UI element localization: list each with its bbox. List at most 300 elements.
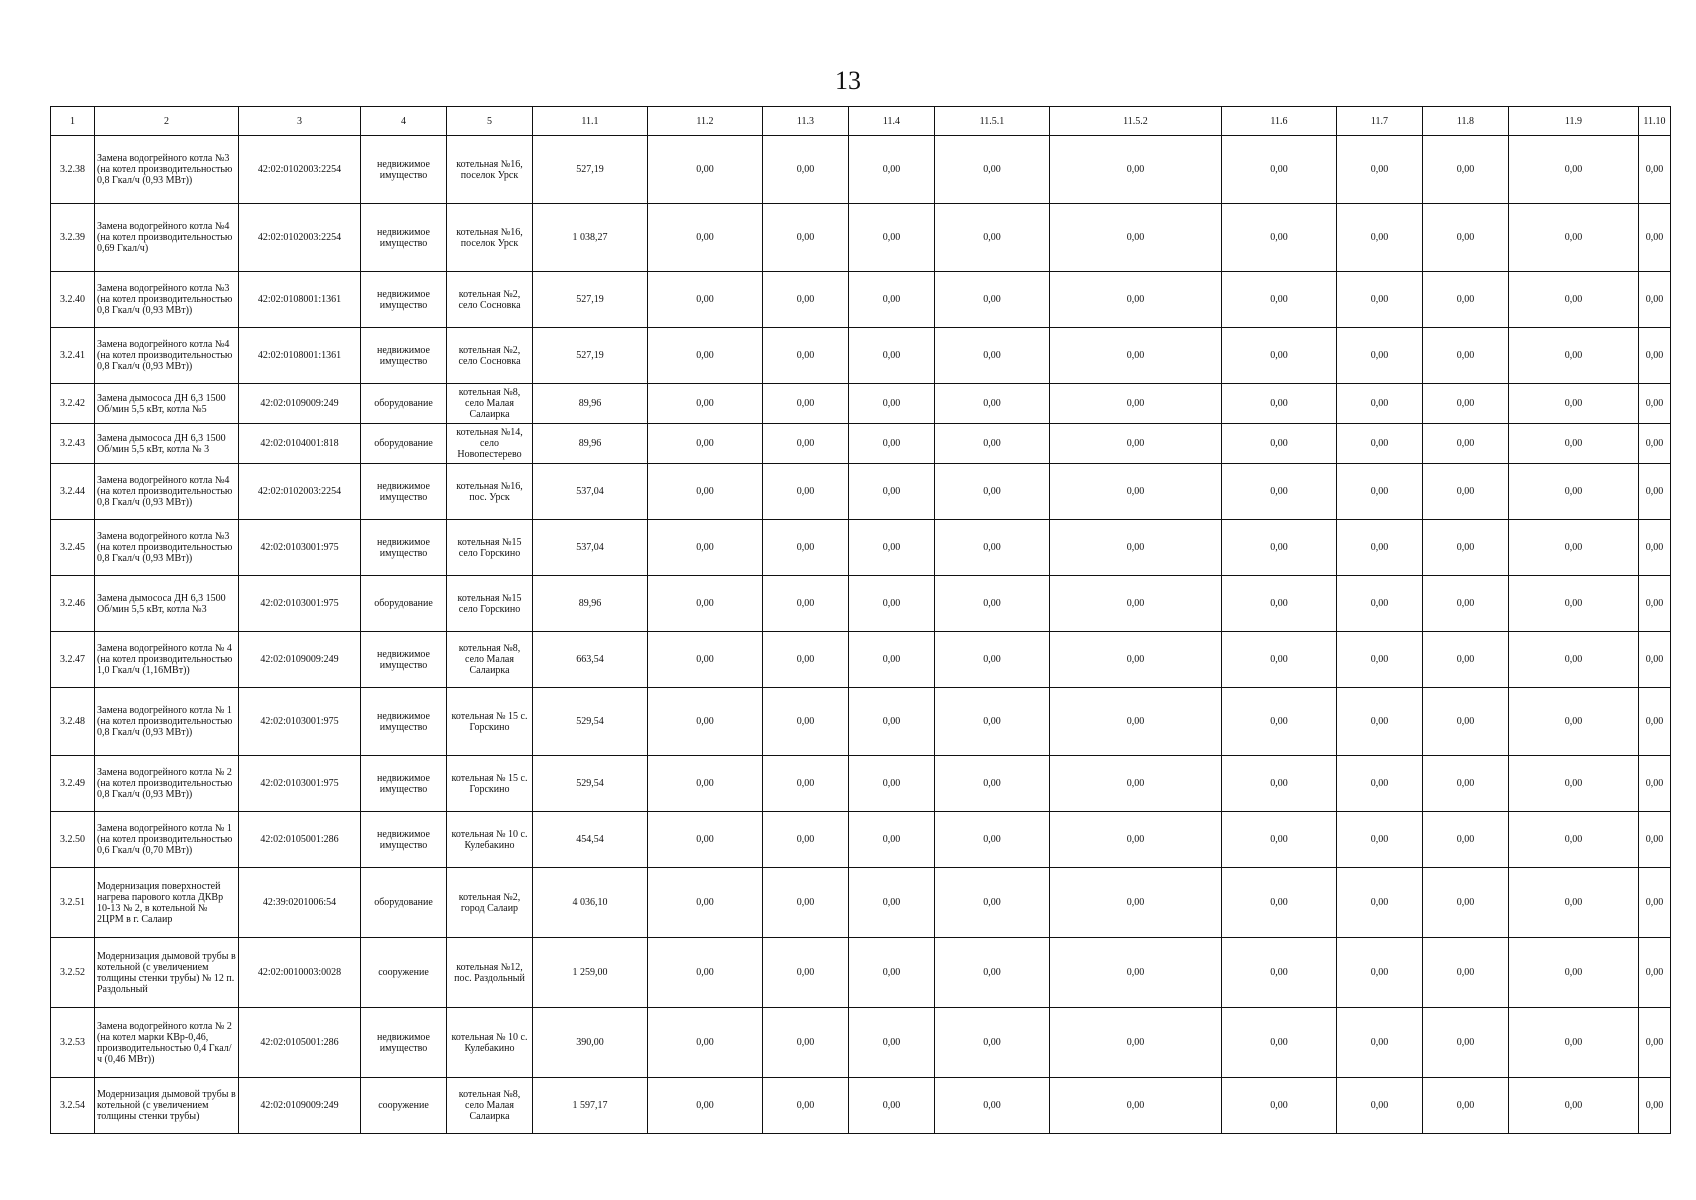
table-row <box>51 464 1671 520</box>
value-cell: 0,00 <box>935 1008 1050 1078</box>
value-cell: 1 597,17 <box>533 1078 648 1134</box>
location-cell: котельная №12, пос. Раздольный <box>447 938 533 1008</box>
cadastral-number-cell: 42:02:0109009:249 <box>239 632 361 688</box>
value-cell: 0,00 <box>1050 464 1222 520</box>
value-cell: 0,00 <box>1337 520 1423 576</box>
value-cell: 0,00 <box>763 1008 849 1078</box>
description-cell: Замена дымососа ДН 6,3 1500 Об/мин 5,5 кВт, котла №5 <box>95 384 239 424</box>
value-cell: 0,00 <box>849 464 935 520</box>
page-number: 13 <box>835 66 861 95</box>
value-cell: 527,19 <box>533 328 648 384</box>
value-cell: 0,00 <box>1639 136 1671 204</box>
value-cell: 0,00 <box>763 520 849 576</box>
value-cell: 0,00 <box>1423 756 1509 812</box>
value-cell: 0,00 <box>935 136 1050 204</box>
value-cell: 4 036,10 <box>533 868 648 938</box>
value-cell: 0,00 <box>935 868 1050 938</box>
row-number-cell: 3.2.52 <box>51 938 95 1008</box>
value-cell: 0,00 <box>1050 520 1222 576</box>
value-cell: 0,00 <box>1509 868 1639 938</box>
column-header: 11.8 <box>1423 107 1509 136</box>
value-cell: 0,00 <box>648 938 763 1008</box>
value-cell: 0,00 <box>849 272 935 328</box>
description-cell: Модернизация дымовой трубы в котельной (с увеличением толщины стенки трубы) № 12 п. Раздольный <box>95 938 239 1008</box>
value-cell: 0,00 <box>763 688 849 756</box>
location-cell: котельная № 15 с. Горскино <box>447 688 533 756</box>
value-cell: 0,00 <box>648 204 763 272</box>
property-type-cell: оборудование <box>361 384 447 424</box>
table-row <box>51 756 1671 812</box>
value-cell: 0,00 <box>1222 756 1337 812</box>
value-cell: 0,00 <box>935 688 1050 756</box>
value-cell: 0,00 <box>1050 328 1222 384</box>
value-cell: 0,00 <box>763 272 849 328</box>
value-cell: 0,00 <box>648 632 763 688</box>
cadastral-number-cell: 42:02:0108001:1361 <box>239 328 361 384</box>
description-cell: Замена водогрейного котла №3 (на котел производительностью 0,8 Гкал/ч (0,93 МВт)) <box>95 136 239 204</box>
value-cell: 0,00 <box>935 756 1050 812</box>
value-cell: 0,00 <box>1337 204 1423 272</box>
row-number-cell: 3.2.51 <box>51 868 95 938</box>
location-cell: котельная №2, село Сосновка <box>447 328 533 384</box>
value-cell: 0,00 <box>849 520 935 576</box>
value-cell: 0,00 <box>1639 520 1671 576</box>
header-row <box>51 107 1671 136</box>
description-cell: Замена водогрейного котла №4 (на котел производительностью 0,8 Гкал/ч (0,93 МВт)) <box>95 328 239 384</box>
value-cell: 0,00 <box>849 576 935 632</box>
value-cell: 0,00 <box>1222 464 1337 520</box>
value-cell: 537,04 <box>533 520 648 576</box>
value-cell: 0,00 <box>935 812 1050 868</box>
value-cell: 0,00 <box>1639 688 1671 756</box>
table-row <box>51 328 1671 384</box>
column-header: 11.1 <box>533 107 648 136</box>
value-cell: 0,00 <box>1423 464 1509 520</box>
value-cell: 0,00 <box>1337 938 1423 1008</box>
cadastral-number-cell: 42:02:0010003:0028 <box>239 938 361 1008</box>
value-cell: 0,00 <box>1050 384 1222 424</box>
table-row <box>51 520 1671 576</box>
column-header: 1 <box>51 107 95 136</box>
column-header: 11.6 <box>1222 107 1337 136</box>
value-cell: 0,00 <box>849 812 935 868</box>
value-cell: 0,00 <box>935 272 1050 328</box>
value-cell: 0,00 <box>1222 938 1337 1008</box>
value-cell: 0,00 <box>849 136 935 204</box>
table-row <box>51 576 1671 632</box>
description-cell: Замена водогрейного котла № 4 (на котел производительностью 1,0 Гкал/ч (1,16МВт)) <box>95 632 239 688</box>
value-cell: 527,19 <box>533 272 648 328</box>
value-cell: 0,00 <box>1337 812 1423 868</box>
value-cell: 0,00 <box>935 328 1050 384</box>
value-cell: 0,00 <box>648 424 763 464</box>
value-cell: 0,00 <box>935 384 1050 424</box>
property-type-cell: недвижимое имущество <box>361 756 447 812</box>
value-cell: 537,04 <box>533 464 648 520</box>
column-header: 2 <box>95 107 239 136</box>
column-header: 11.9 <box>1509 107 1639 136</box>
value-cell: 0,00 <box>648 812 763 868</box>
value-cell: 0,00 <box>1423 328 1509 384</box>
cadastral-number-cell: 42:02:0109009:249 <box>239 384 361 424</box>
value-cell: 0,00 <box>849 1008 935 1078</box>
value-cell: 0,00 <box>648 272 763 328</box>
row-number-cell: 3.2.53 <box>51 1008 95 1078</box>
value-cell: 0,00 <box>849 1078 935 1134</box>
value-cell: 0,00 <box>1050 272 1222 328</box>
value-cell: 0,00 <box>1050 632 1222 688</box>
row-number-cell: 3.2.41 <box>51 328 95 384</box>
location-cell: котельная №15 село Горскино <box>447 520 533 576</box>
value-cell: 0,00 <box>849 328 935 384</box>
description-cell: Модернизация поверхностей нагрева парового котла ДКВр 10-13 № 2, в котельной № 2ЦРМ в г. Салаир <box>95 868 239 938</box>
property-type-cell: сооружение <box>361 1078 447 1134</box>
value-cell: 0,00 <box>1639 204 1671 272</box>
row-number-cell: 3.2.39 <box>51 204 95 272</box>
location-cell: котельная №16, пос. Урск <box>447 464 533 520</box>
value-cell: 0,00 <box>1222 576 1337 632</box>
table-row <box>51 688 1671 756</box>
value-cell: 0,00 <box>1222 424 1337 464</box>
location-cell: котельная № 10 с. Кулебакино <box>447 1008 533 1078</box>
row-number-cell: 3.2.44 <box>51 464 95 520</box>
property-type-cell: недвижимое имущество <box>361 1008 447 1078</box>
value-cell: 0,00 <box>849 938 935 1008</box>
table-body <box>51 136 1671 1134</box>
property-type-cell: недвижимое имущество <box>361 204 447 272</box>
value-cell: 0,00 <box>1423 868 1509 938</box>
value-cell: 0,00 <box>1639 272 1671 328</box>
value-cell: 0,00 <box>1509 632 1639 688</box>
value-cell: 0,00 <box>1050 868 1222 938</box>
row-number-cell: 3.2.45 <box>51 520 95 576</box>
value-cell: 0,00 <box>1639 424 1671 464</box>
location-cell: котельная №14, село Новопестерево <box>447 424 533 464</box>
value-cell: 0,00 <box>1050 204 1222 272</box>
column-header: 5 <box>447 107 533 136</box>
row-number-cell: 3.2.47 <box>51 632 95 688</box>
cadastral-number-cell: 42:02:0103001:975 <box>239 756 361 812</box>
value-cell: 89,96 <box>533 384 648 424</box>
column-header: 11.3 <box>763 107 849 136</box>
value-cell: 0,00 <box>935 520 1050 576</box>
value-cell: 0,00 <box>935 632 1050 688</box>
description-cell: Замена водогрейного котла № 1 (на котел производительностью 0,8 Гкал/ч (0,93 МВт)) <box>95 688 239 756</box>
description-cell: Модернизация дымовой трубы в котельной (с увеличением толщины стенки трубы) <box>95 1078 239 1134</box>
column-header: 11.10 <box>1639 107 1671 136</box>
value-cell: 0,00 <box>1337 1008 1423 1078</box>
value-cell: 0,00 <box>763 1078 849 1134</box>
value-cell: 0,00 <box>763 204 849 272</box>
property-type-cell: недвижимое имущество <box>361 136 447 204</box>
row-number-cell: 3.2.54 <box>51 1078 95 1134</box>
value-cell: 0,00 <box>763 868 849 938</box>
location-cell: котельная №8, село Малая Салаирка <box>447 384 533 424</box>
table-row <box>51 424 1671 464</box>
property-type-cell: недвижимое имущество <box>361 688 447 756</box>
value-cell: 0,00 <box>1639 464 1671 520</box>
value-cell: 0,00 <box>1050 424 1222 464</box>
value-cell: 0,00 <box>1337 576 1423 632</box>
value-cell: 0,00 <box>1222 1008 1337 1078</box>
location-cell: котельная №2, село Сосновка <box>447 272 533 328</box>
value-cell: 0,00 <box>648 384 763 424</box>
value-cell: 0,00 <box>849 384 935 424</box>
value-cell: 0,00 <box>1639 938 1671 1008</box>
property-type-cell: сооружение <box>361 938 447 1008</box>
value-cell: 0,00 <box>1423 272 1509 328</box>
value-cell: 0,00 <box>1337 328 1423 384</box>
property-type-cell: недвижимое имущество <box>361 328 447 384</box>
value-cell: 0,00 <box>1509 272 1639 328</box>
value-cell: 0,00 <box>1639 384 1671 424</box>
value-cell: 0,00 <box>648 1078 763 1134</box>
value-cell: 0,00 <box>648 328 763 384</box>
value-cell: 0,00 <box>1222 632 1337 688</box>
value-cell: 0,00 <box>1222 136 1337 204</box>
value-cell: 0,00 <box>935 464 1050 520</box>
row-number-cell: 3.2.48 <box>51 688 95 756</box>
value-cell: 0,00 <box>1423 1078 1509 1134</box>
value-cell: 0,00 <box>1337 1078 1423 1134</box>
table-row <box>51 272 1671 328</box>
column-header: 4 <box>361 107 447 136</box>
value-cell: 0,00 <box>1423 938 1509 1008</box>
value-cell: 0,00 <box>935 424 1050 464</box>
value-cell: 0,00 <box>935 204 1050 272</box>
row-number-cell: 3.2.50 <box>51 812 95 868</box>
value-cell: 0,00 <box>1423 1008 1509 1078</box>
value-cell: 89,96 <box>533 424 648 464</box>
value-cell: 0,00 <box>1509 1008 1639 1078</box>
value-cell: 0,00 <box>1050 812 1222 868</box>
cadastral-number-cell: 42:02:0102003:2254 <box>239 136 361 204</box>
value-cell: 0,00 <box>1509 204 1639 272</box>
value-cell: 0,00 <box>1050 756 1222 812</box>
value-cell: 0,00 <box>1337 136 1423 204</box>
property-type-cell: недвижимое имущество <box>361 812 447 868</box>
value-cell: 529,54 <box>533 756 648 812</box>
value-cell: 0,00 <box>1509 1078 1639 1134</box>
description-cell: Замена водогрейного котла №3 (на котел производительностью 0,8 Гкал/ч (0,93 МВт)) <box>95 520 239 576</box>
value-cell: 0,00 <box>1639 328 1671 384</box>
cadastral-number-cell: 42:02:0105001:286 <box>239 1008 361 1078</box>
table-row <box>51 204 1671 272</box>
value-cell: 0,00 <box>763 464 849 520</box>
value-cell: 0,00 <box>648 136 763 204</box>
property-type-cell: недвижимое имущество <box>361 272 447 328</box>
value-cell: 0,00 <box>763 576 849 632</box>
location-cell: котельная № 10 с. Кулебакино <box>447 812 533 868</box>
property-type-cell: недвижимое имущество <box>361 464 447 520</box>
value-cell: 454,54 <box>533 812 648 868</box>
description-cell: Замена дымососа ДН 6,3 1500 Об/мин 5,5 кВт, котла №3 <box>95 576 239 632</box>
value-cell: 0,00 <box>1509 328 1639 384</box>
value-cell: 0,00 <box>1509 576 1639 632</box>
value-cell: 0,00 <box>1222 868 1337 938</box>
row-number-cell: 3.2.46 <box>51 576 95 632</box>
value-cell: 0,00 <box>1423 520 1509 576</box>
value-cell: 0,00 <box>1050 1078 1222 1134</box>
value-cell: 390,00 <box>533 1008 648 1078</box>
value-cell: 0,00 <box>1423 424 1509 464</box>
value-cell: 0,00 <box>763 328 849 384</box>
value-cell: 0,00 <box>648 576 763 632</box>
value-cell: 0,00 <box>1509 756 1639 812</box>
value-cell: 0,00 <box>1509 384 1639 424</box>
row-number-cell: 3.2.49 <box>51 756 95 812</box>
row-number-cell: 3.2.42 <box>51 384 95 424</box>
value-cell: 0,00 <box>1639 756 1671 812</box>
cadastral-number-cell: 42:02:0102003:2254 <box>239 464 361 520</box>
value-cell: 0,00 <box>849 632 935 688</box>
description-cell: Замена водогрейного котла № 2 (на котел марки КВр-0,46, производительностью 0,4 Гкал/ч (0,46 МВт)) <box>95 1008 239 1078</box>
cadastral-number-cell: 42:02:0103001:975 <box>239 520 361 576</box>
value-cell: 89,96 <box>533 576 648 632</box>
value-cell: 529,54 <box>533 688 648 756</box>
value-cell: 0,00 <box>1509 812 1639 868</box>
column-header: 3 <box>239 107 361 136</box>
column-header: 11.7 <box>1337 107 1423 136</box>
value-cell: 0,00 <box>1337 688 1423 756</box>
value-cell: 0,00 <box>763 136 849 204</box>
row-number-cell: 3.2.43 <box>51 424 95 464</box>
value-cell: 0,00 <box>1509 520 1639 576</box>
value-cell: 0,00 <box>1337 632 1423 688</box>
property-type-cell: оборудование <box>361 576 447 632</box>
value-cell: 0,00 <box>1639 812 1671 868</box>
cadastral-number-cell: 42:02:0103001:975 <box>239 688 361 756</box>
description-cell: Замена водогрейного котла № 1 (на котел производительностью 0,6 Гкал/ч (0,70 МВт)) <box>95 812 239 868</box>
data-table <box>50 106 1671 1134</box>
cadastral-number-cell: 42:02:0102003:2254 <box>239 204 361 272</box>
value-cell: 0,00 <box>1639 1078 1671 1134</box>
value-cell: 1 259,00 <box>533 938 648 1008</box>
value-cell: 0,00 <box>849 756 935 812</box>
value-cell: 0,00 <box>1050 576 1222 632</box>
column-header: 11.4 <box>849 107 935 136</box>
property-type-cell: недвижимое имущество <box>361 632 447 688</box>
value-cell: 0,00 <box>849 424 935 464</box>
row-number-cell: 3.2.40 <box>51 272 95 328</box>
value-cell: 1 038,27 <box>533 204 648 272</box>
value-cell: 0,00 <box>763 756 849 812</box>
value-cell: 0,00 <box>1222 688 1337 756</box>
location-cell: котельная №15 село Горскино <box>447 576 533 632</box>
value-cell: 0,00 <box>763 938 849 1008</box>
description-cell: Замена водогрейного котла №4 (на котел производительностью 0,69 Гкал/ч) <box>95 204 239 272</box>
cadastral-number-cell: 42:39:0201006:54 <box>239 868 361 938</box>
value-cell: 0,00 <box>1423 632 1509 688</box>
value-cell: 0,00 <box>1050 1008 1222 1078</box>
value-cell: 0,00 <box>1639 1008 1671 1078</box>
value-cell: 0,00 <box>648 520 763 576</box>
value-cell: 0,00 <box>1509 464 1639 520</box>
value-cell: 0,00 <box>1337 464 1423 520</box>
value-cell: 0,00 <box>1222 384 1337 424</box>
value-cell: 0,00 <box>763 632 849 688</box>
value-cell: 0,00 <box>648 756 763 812</box>
description-cell: Замена водогрейного котла №3 (на котел производительностью 0,8 Гкал/ч (0,93 МВт)) <box>95 272 239 328</box>
table-row <box>51 812 1671 868</box>
value-cell: 0,00 <box>1222 204 1337 272</box>
row-number-cell: 3.2.38 <box>51 136 95 204</box>
value-cell: 0,00 <box>1639 576 1671 632</box>
cadastral-number-cell: 42:02:0105001:286 <box>239 812 361 868</box>
property-type-cell: оборудование <box>361 424 447 464</box>
value-cell: 0,00 <box>1337 424 1423 464</box>
value-cell: 663,54 <box>533 632 648 688</box>
table-row <box>51 868 1671 938</box>
value-cell: 0,00 <box>763 424 849 464</box>
location-cell: котельная №16, поселок Урск <box>447 204 533 272</box>
value-cell: 0,00 <box>648 1008 763 1078</box>
cadastral-number-cell: 42:02:0108001:1361 <box>239 272 361 328</box>
value-cell: 0,00 <box>1050 688 1222 756</box>
value-cell: 0,00 <box>1337 868 1423 938</box>
value-cell: 0,00 <box>1050 938 1222 1008</box>
value-cell: 0,00 <box>763 812 849 868</box>
value-cell: 0,00 <box>1509 938 1639 1008</box>
value-cell: 0,00 <box>1423 576 1509 632</box>
value-cell: 0,00 <box>1222 272 1337 328</box>
description-cell: Замена водогрейного котла №4 (на котел производительностью 0,8 Гкал/ч (0,93 МВт)) <box>95 464 239 520</box>
value-cell: 0,00 <box>1337 384 1423 424</box>
value-cell: 0,00 <box>1423 204 1509 272</box>
value-cell: 0,00 <box>1639 868 1671 938</box>
value-cell: 0,00 <box>648 688 763 756</box>
value-cell: 0,00 <box>935 1078 1050 1134</box>
value-cell: 0,00 <box>1509 424 1639 464</box>
value-cell: 0,00 <box>1222 812 1337 868</box>
value-cell: 527,19 <box>533 136 648 204</box>
table-row <box>51 1008 1671 1078</box>
value-cell: 0,00 <box>1639 632 1671 688</box>
value-cell: 0,00 <box>1509 136 1639 204</box>
value-cell: 0,00 <box>1222 328 1337 384</box>
value-cell: 0,00 <box>1337 756 1423 812</box>
location-cell: котельная №16, поселок Урск <box>447 136 533 204</box>
value-cell: 0,00 <box>1423 688 1509 756</box>
value-cell: 0,00 <box>849 204 935 272</box>
value-cell: 0,00 <box>1423 384 1509 424</box>
value-cell: 0,00 <box>763 384 849 424</box>
property-type-cell: недвижимое имущество <box>361 520 447 576</box>
property-type-cell: оборудование <box>361 868 447 938</box>
location-cell: котельная №8, село Малая Салаирка <box>447 1078 533 1134</box>
table-row <box>51 938 1671 1008</box>
description-cell: Замена дымососа ДН 6,3 1500 Об/мин 5,5 кВт, котла № 3 <box>95 424 239 464</box>
cadastral-number-cell: 42:02:0109009:249 <box>239 1078 361 1134</box>
value-cell: 0,00 <box>849 868 935 938</box>
column-header: 11.5.1 <box>935 107 1050 136</box>
value-cell: 0,00 <box>648 868 763 938</box>
value-cell: 0,00 <box>1050 136 1222 204</box>
table-row <box>51 384 1671 424</box>
cadastral-number-cell: 42:02:0104001:818 <box>239 424 361 464</box>
value-cell: 0,00 <box>648 464 763 520</box>
description-cell: Замена водогрейного котла № 2 (на котел производительностью 0,8 Гкал/ч (0,93 МВт)) <box>95 756 239 812</box>
cadastral-number-cell: 42:02:0103001:975 <box>239 576 361 632</box>
column-header: 11.5.2 <box>1050 107 1222 136</box>
table-row <box>51 632 1671 688</box>
column-header: 11.2 <box>648 107 763 136</box>
value-cell: 0,00 <box>1337 272 1423 328</box>
location-cell: котельная №8, село Малая Салаирка <box>447 632 533 688</box>
value-cell: 0,00 <box>1222 1078 1337 1134</box>
value-cell: 0,00 <box>1423 812 1509 868</box>
value-cell: 0,00 <box>935 576 1050 632</box>
